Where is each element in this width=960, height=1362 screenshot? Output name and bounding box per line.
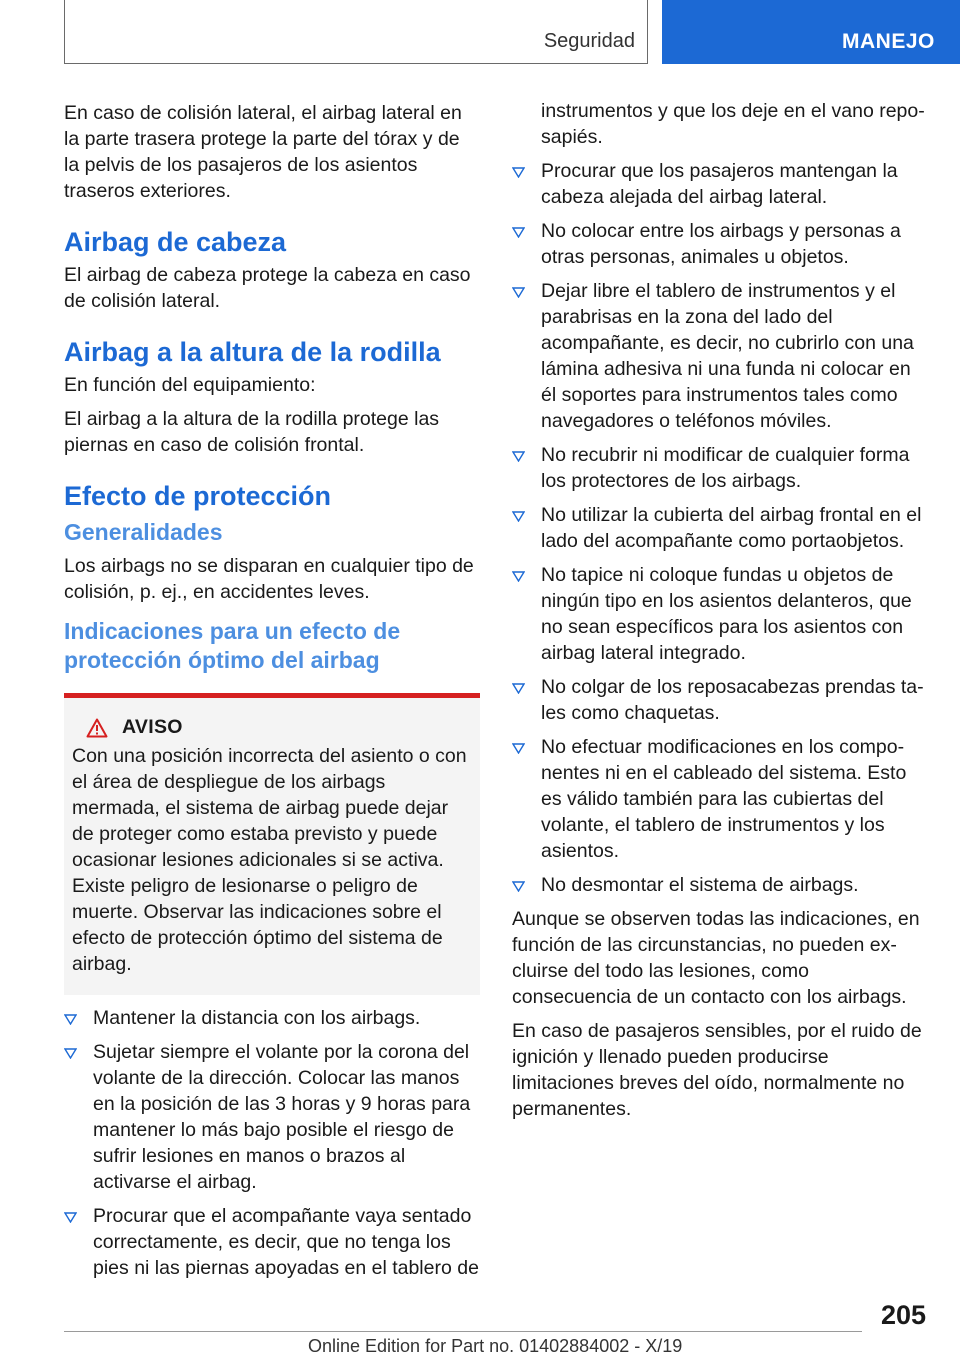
left-bullet-list <box>64 1005 480 1281</box>
bullet-continuation: instrumentos y que los deje en el vano reposapiés. <box>541 100 925 148</box>
list-item: No colgar de los reposacabezas prendas tales como chaquetas. <box>512 674 928 726</box>
heading-head-airbag: Airbag de cabeza <box>64 227 287 257</box>
list-item: Procurar que el acompañante vaya sentado correctamente, es decir, que no tenga los pies ni las piernas apoyadas en el tablero de <box>64 1203 480 1281</box>
page-number: 205 <box>880 1300 926 1330</box>
triangle-bullet-icon <box>512 451 525 462</box>
header-section-title: Seguridad <box>543 30 635 52</box>
header-chapter-tab <box>662 0 960 64</box>
warning-title-row <box>72 716 472 739</box>
subheading-general: Generalidades <box>64 519 223 545</box>
list-item: No efectuar modificaciones en los componentes ni en el cableado del sistema. Esto es válido también para las cubiertas del volante, el tablero de instrumentos y los asientos. <box>512 734 928 864</box>
subheading-indications: Indicaciones para un efecto de protección óptimo del airbag <box>64 618 401 673</box>
triangle-bullet-icon <box>512 881 525 892</box>
triangle-bullet-icon <box>512 571 525 582</box>
list-item: Sujetar siempre el volante por la corona del volante de la dirección. Colocar las manos en la posición de las 3 horas y 9 horas para mantener lo más bajo posible el riesgo de sufrir lesiones en manos o brazos al activarse el airbag. <box>64 1039 480 1195</box>
triangle-bullet-icon <box>64 1212 77 1223</box>
paragraph-hearing: En caso de pasajeros sensibles, por el ruido de ignición y llenado pueden producirse limitaciones breves del oído, normalmente no permanentes. <box>512 1020 922 1120</box>
heading-knee-airbag: Airbag a la altura de la rodilla <box>64 337 441 367</box>
footer-edition: Online Edition for Part no. 01402884002 - X/19 <box>308 1336 683 1356</box>
paragraph-knee-equipment: En función del equipamiento: <box>64 374 316 396</box>
triangle-bullet-icon <box>512 227 525 238</box>
list-item: Procurar que los pasajeros mantengan la cabeza alejada del airbag lateral. <box>512 158 928 210</box>
triangle-bullet-icon <box>512 743 525 754</box>
warning-text: Con una posición incorrecta del asiento o con el área de despliegue de los airbags mermada, el sistema de airbag puede dejar de proteger como estaba previsto y puede ocasionar lesiones adicionales si se activa. Existe peligro de lesionarse o peligro de muerte. Observar las indicaciones sobre el efecto de protección óptimo del sistema de airbag. <box>72 745 467 975</box>
list-item: No tapice ni coloque fundas u objetos de ningún tipo en los asientos delanteros, que no sean específicos para los asientos con airbag lateral integrado. <box>512 562 928 666</box>
triangle-bullet-icon <box>512 287 525 298</box>
paragraph-general: Los airbags no se disparan en cualquier tipo de colisión, p. ej., en accidentes leves. <box>64 555 474 603</box>
heading-protection-effect: Efecto de protección <box>64 481 332 511</box>
triangle-bullet-icon <box>64 1048 77 1059</box>
right-bullet-list <box>512 158 928 898</box>
footer-divider <box>64 1331 862 1332</box>
left-column <box>64 100 480 1289</box>
triangle-bullet-icon <box>512 167 525 178</box>
list-item: No recubrir ni modificar de cualquier forma los protectores de los airbags. <box>512 442 928 494</box>
list-item: No desmontar el sistema de airbags. <box>512 872 928 898</box>
triangle-bullet-icon <box>512 683 525 694</box>
header-chapter-title: MANEJO <box>842 30 935 53</box>
list-item: Dejar libre el tablero de instrumentos y el parabrisas en la zona del lado del acompañante, es decir, no cubrirlo con una lámina adhesiva ni una funda ni colocar en él soportes para instrumentos tales como navegadores o teléfonos móviles. <box>512 278 928 434</box>
list-item: Mantener la distancia con los airbags. <box>64 1005 480 1031</box>
paragraph-residual-risk: Aunque se observen todas las indicaciones, en función de las circunstancias, no pueden excluirse del todo las lesiones, como consecuencia de un contacto con los airbags. <box>512 908 920 1008</box>
list-item: No utilizar la cubierta del airbag frontal en el lado del acompañante como portaobjetos. <box>512 502 928 554</box>
warning-triangle-icon <box>86 718 108 738</box>
warning-box <box>64 693 480 995</box>
list-item: No colocar entre los airbags y personas a otras personas, animales u objetos. <box>512 218 928 270</box>
triangle-bullet-icon <box>512 511 525 522</box>
paragraph-head-airbag: El airbag de cabeza protege la cabeza en caso de colisión lateral. <box>64 264 471 312</box>
header-section-box <box>64 0 648 64</box>
right-column <box>512 98 928 1130</box>
paragraph-knee-airbag: El airbag a la altura de la rodilla protege las piernas en caso de colisión frontal. <box>64 408 440 456</box>
warning-title: AVISO <box>122 716 183 738</box>
intro-paragraph: En caso de colisión lateral, el airbag lateral en la parte trasera protege la parte del tórax y de la pelvis de los pasajeros de los asientos traseros exteriores. <box>64 102 462 202</box>
triangle-bullet-icon <box>64 1014 77 1025</box>
